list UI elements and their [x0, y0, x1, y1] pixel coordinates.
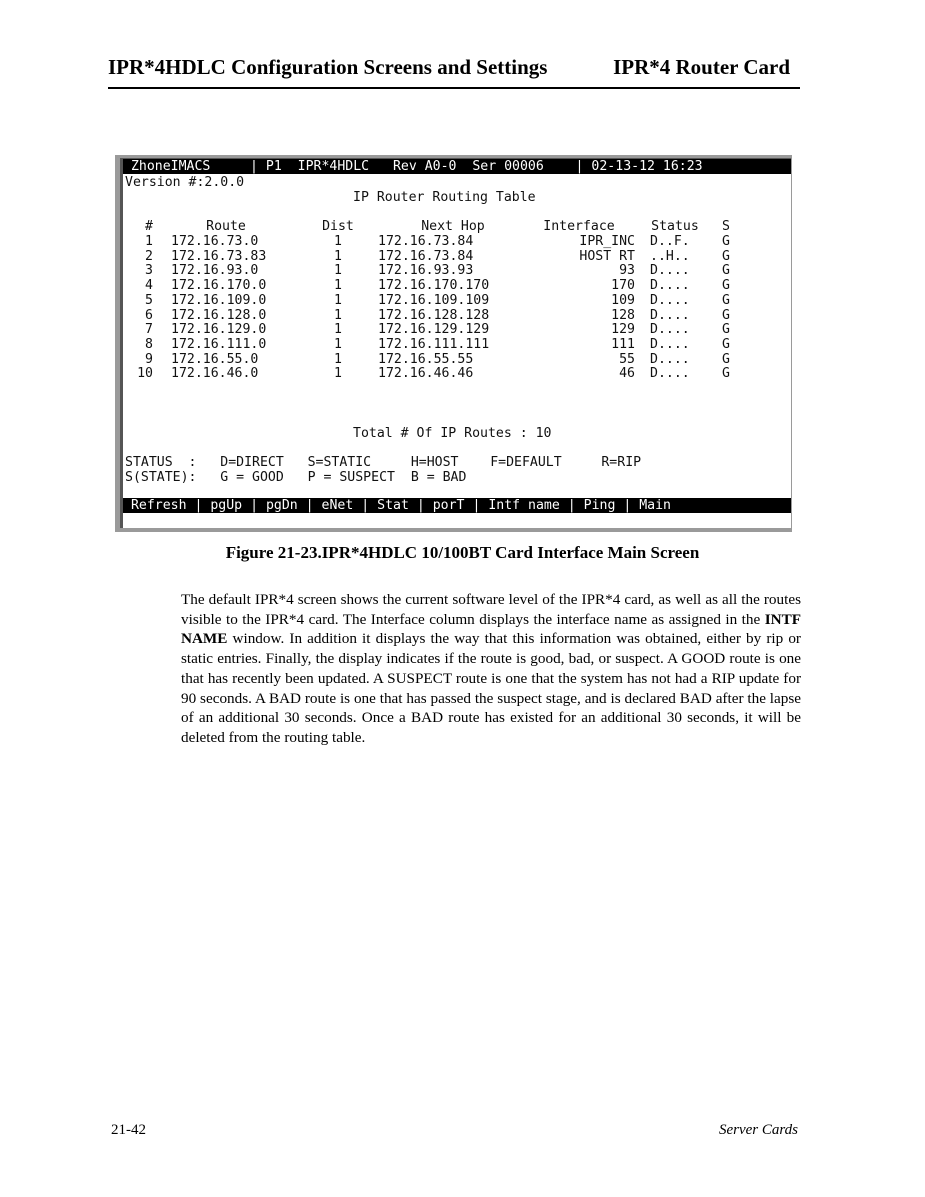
version-line: Version #:2.0.0 [125, 175, 245, 190]
menu-item-main[interactable]: Main [639, 498, 671, 513]
paragraph-text-1: The default IPR*4 screen shows the current software level of the IPR*4 card, as well as all the routes visible to the IPR*4 card. The Interface column displays the interface name as assigned in the [181, 591, 801, 628]
column-header: Dist [322, 219, 354, 234]
menu-separator: | [186, 498, 211, 513]
table-cell-s: G [722, 234, 730, 249]
table-cell-interface: 170 [611, 278, 635, 294]
figure-caption: Figure 21-23.IPR*4HDLC 10/100BT Card Interface Main Screen [225, 543, 700, 562]
table-cell-route: 172.16.46.0 [171, 366, 259, 382]
table-cell-route: 172.16.129.0 [171, 322, 267, 338]
table-cell-route: 172.16.170.0 [171, 278, 267, 294]
table-cell-num: 1 [145, 234, 153, 249]
table-cell-dist: 1 [334, 366, 342, 382]
table-cell-dist: 1 [334, 292, 342, 308]
table-cell-interface: 129 [611, 322, 635, 338]
header-section: IPR*4 Router Card [613, 55, 790, 79]
table-cell-status: D.... [650, 366, 690, 382]
menu-item-stat[interactable]: Stat [377, 498, 409, 513]
column-header: Next Hop [421, 219, 485, 234]
table-title: IP Router Routing Table [353, 190, 536, 205]
table-cell-route: 172.16.128.0 [171, 307, 267, 323]
table-cell-next-hop: 172.16.109.109 [378, 292, 490, 308]
table-cell-dist: 1 [334, 263, 342, 279]
table-cell-status: D.... [650, 351, 690, 367]
table-cell-s: G [722, 351, 730, 367]
table-cell-next-hop: 172.16.73.84 [378, 234, 474, 249]
table-cell-dist: 1 [334, 234, 342, 249]
table-cell-interface: 111 [611, 336, 635, 352]
table-cell-next-hop: 172.16.170.170 [378, 278, 490, 294]
table-cell-route: 172.16.55.0 [171, 351, 259, 367]
menu-item-pgdn[interactable]: pgDn [265, 498, 298, 513]
table-cell-interface: HOST RT [579, 248, 635, 264]
table-cell-dist: 1 [334, 322, 342, 338]
table-cell-dist: 1 [334, 351, 342, 367]
menu-separator: | [297, 498, 322, 513]
paragraph-bold: INTF NAME [181, 610, 801, 648]
column-header: Route [206, 219, 246, 234]
menu-item-pgup[interactable]: pgUp [210, 498, 243, 513]
menu-separator: | [353, 498, 378, 513]
table-cell-status: ..H.. [650, 248, 690, 264]
menu-separator: | [559, 498, 584, 513]
table-cell-dist: 1 [334, 336, 342, 352]
table-cell-s: G [722, 366, 730, 382]
table-cell-next-hop: 172.16.93.93 [378, 263, 474, 279]
page-number: 21-42 [111, 1122, 146, 1138]
table-cell-next-hop: 172.16.55.55 [378, 351, 474, 367]
footer-section: Server Cards [718, 1122, 798, 1138]
column-header: Status [651, 219, 699, 234]
table-cell-status: D.... [650, 263, 690, 279]
header-title: IPR*4HDLC Configuration Screens and Settings [108, 55, 548, 79]
table-cell-num: 2 [145, 248, 153, 264]
table-cell-dist: 1 [334, 307, 342, 323]
table-cell-s: G [722, 263, 730, 279]
menu-item-ping[interactable]: Ping [583, 498, 616, 513]
table-cell-s: G [722, 322, 730, 338]
table-cell-num: 6 [145, 307, 153, 323]
body-paragraph [181, 590, 801, 748]
table-cell-interface: 55 [619, 351, 635, 367]
column-header: S [722, 219, 730, 234]
table-cell-dist: 1 [334, 248, 342, 264]
table-cell-status: D.... [650, 292, 690, 308]
paragraph-text-2: window. In addition it displays the way that this information was obtained, either by rip or static entries. Finally, the display indicates if the route is good, bad, or suspect. A GOOD route is one that has recently been updated. A SUSPECT route is one that the system has not had a RIP update for 90 seconds. A BAD route is one that has passed the suspect stage, and is declared BAD after the lapse of an additional 30 seconds. Once a BAD route has existed for an additional 30 seconds, it will be deleted from the routing table. [181, 630, 801, 746]
table-cell-next-hop: 172.16.73.84 [378, 248, 474, 264]
table-cell-next-hop: 172.16.129.129 [378, 322, 490, 338]
table-cell-num: 5 [145, 292, 153, 308]
menu-separator: | [242, 498, 266, 513]
table-cell-next-hop: 172.16.128.128 [378, 307, 490, 323]
route-total: Total # Of IP Routes : 10 [353, 426, 552, 441]
state-legend: S(STATE): G = GOOD P = SUSPECT B = BAD [125, 470, 467, 485]
menu-item-intf-name[interactable]: Intf name [488, 498, 560, 513]
table-cell-route: 172.16.73.83 [171, 248, 267, 264]
table-cell-interface: 128 [611, 307, 635, 323]
table-cell-interface: 109 [611, 292, 635, 308]
table-cell-s: G [722, 248, 730, 264]
table-cell-route: 172.16.93.0 [171, 263, 259, 279]
table-cell-s: G [722, 307, 730, 323]
page-header [108, 55, 800, 89]
status-legend: STATUS : D=DIRECT S=STATIC H=HOST F=DEFAULT R=RIP [125, 455, 642, 470]
table-cell-interface: IPR_INC [579, 234, 635, 249]
table-cell-s: G [722, 336, 730, 352]
menu-separator: | [464, 498, 489, 513]
table-cell-s: G [722, 278, 730, 294]
table-cell-num: 9 [145, 351, 153, 367]
table-cell-status: D.... [650, 336, 690, 352]
table-cell-status: D.... [650, 307, 690, 323]
column-header: Interface [543, 219, 615, 234]
terminal-menu-bar [123, 498, 791, 513]
table-cell-route: 172.16.73.0 [171, 234, 259, 249]
terminal-screen [120, 158, 791, 528]
table-cell-num: 3 [145, 263, 153, 279]
table-cell-status: D..F. [650, 234, 690, 249]
menu-item-port[interactable]: porT [432, 498, 465, 513]
menu-separator: | [408, 498, 433, 513]
column-header: # [145, 219, 153, 234]
table-cell-status: D.... [650, 322, 690, 338]
terminal-status-bar: ZhoneIMACS | P1 IPR*4HDLC Rev A0-0 Ser 00006 | 02-13-12 16:23 [123, 159, 791, 174]
table-cell-dist: 1 [334, 278, 342, 294]
table-cell-next-hop: 172.16.111.111 [378, 336, 490, 352]
table-cell-interface: 93 [619, 263, 635, 279]
table-cell-num: 8 [145, 336, 153, 352]
table-cell-num: 7 [145, 322, 153, 338]
menu-item-enet[interactable]: eNet [321, 498, 354, 513]
terminal-screenshot [115, 155, 792, 532]
table-cell-route: 172.16.109.0 [171, 292, 267, 308]
table-cell-num: 4 [145, 278, 153, 294]
table-cell-s: G [722, 292, 730, 308]
table-cell-route: 172.16.111.0 [171, 336, 267, 352]
menu-separator: | [615, 498, 640, 513]
table-cell-num: 10 [137, 366, 153, 382]
table-cell-status: D.... [650, 278, 690, 294]
table-cell-interface: 46 [619, 366, 635, 382]
menu-item-refresh[interactable]: Refresh [130, 498, 187, 513]
table-cell-next-hop: 172.16.46.46 [378, 366, 474, 382]
